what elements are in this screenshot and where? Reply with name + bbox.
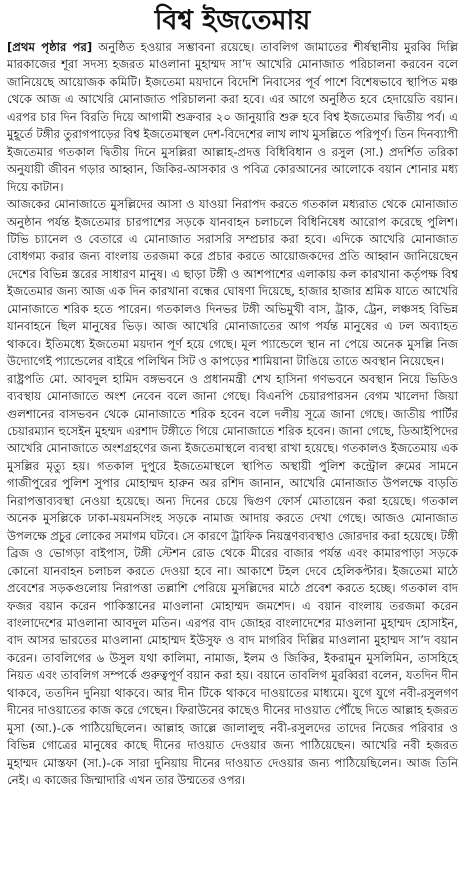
article-body	[7, 39, 458, 789]
continuation-label: [প্রথম পৃষ্ঠার পর]	[7, 40, 93, 54]
article-paragraph-1	[7, 39, 458, 196]
article-headline: বিশ্ব ইজতেমায়	[154, 5, 311, 36]
paragraph-text: অনুষ্ঠিত হওয়ার সম্ভাবনা রয়েছে। তাবলিগ জামাতের শীর্ষস্থানীয় মুরব্বি দিল্লি মারকাজের শূরা সদস্য হজরত মাওলানা মুহাম্মদ সা’দ আখেরি মোনাজাত পরিচালনা করবেন বলে জানিয়েছে আয়োজক কমিটি। ইজতেমা ময়দানে বিদেশি নিবাসের পূর্ব পাশে বিশেষভাবে স্থাপিত মঞ্চ থেকে আজ এ আখেরি মোনাজাত পরিচালনা করা হবে। এর আগে অনুষ্ঠিত হবে হেদায়েতি বয়ান। এরপর চার দিন বিরতি দিয়ে আগামী শুক্রবার ২০ জানুয়ারি শুরু হবে বিশ্ব ইজতেমার দ্বিতীয় পর্ব। এ মুহূর্তে টঙ্গীর তুরাগপাড়ের বিশ্ব ইজতেমাস্থল দেশ-বিদেশের লাখ লাখ মুসল্লিতে পরিপূর্ণ। তিন দিনব্যাপী ইজতেমার গতকাল দ্বিতীয় দিনে মুসল্লিরা আল্লাহ-প্রদত্ত বিধিবিধান ও রসুল (সা.) প্রদর্শিত তরিকা অনুযায়ী জীবন গড়ার আহ্বান, জিকির-আসকার ও পবিত্র কোরআনের আলোকে বয়ান শোনার মধ্য দিয়ে কাটান।	[7, 40, 458, 194]
article-paragraph-3: রাষ্ট্রপতি মো. আবদুল হামিদ বঙ্গভবনে ও প্রধানমন্ত্রী শেখ হাসিনা গণভবনে অবস্থান নিয়ে ভিডিও ব্যবস্থায় মোনাজাতে অংশ নেবেন বলে জানা গেছে। বিএনপি চেয়ারপারসন বেগম খালেদা জিয়া গুলশানের বাসভবন থেকে মোনাজাতে শরিক হবেন বলে দলীয় সূত্রে জানা গেছে। জাতীয় পার্টির চেয়ারম্যান হুসেইন মুহম্মদ এরশাদ টঙ্গীতে গিয়ে মোনাজাতে শরিক হবেন। জানা গেছে, ডিআইপিদের আখেরি মোনাজাতে অংশগ্রহণের জন্য ইজতেমাস্থলে ব্যবস্থা রাখা হয়েছে। গতকালও ইজতেমায় এক মুসল্লির মৃত্যু হয়। গতকাল দুপুরে ইজতেমাস্থলে স্থাপিত অস্থায়ী পুলিশ কন্ট্রোল রুমের সামনে গাজীপুরের পুলিশ সুপার মোহাম্মদ হারুন অর রশিদ জানান, আখেরি মোনাজাত উপলক্ষে বাড়তি নিরাপত্তাব্যবস্থা নেওয়া হয়েছে। অন্য দিনের চেয়ে দ্বিগুণ ফোর্স মোতায়েন করা হয়েছে। গতকাল অনেক মুসল্লিকে ঢাকা-ময়মনসিংহ সড়কে নামাজ আদায় করতে দেখা গেছে। আজও মোনাজাত উপলক্ষে প্রচুর লোকের সমাগম ঘটবে। সে কারণে ট্রাফিক নিয়ন্ত্রণব্যবস্থাও জোরদার করা হয়েছে। টঙ্গী ব্রিজ ও ভোগড়া বাইপাস, টঙ্গী স্টেশন রোড থেকে মীরের বাজার পর্যন্ত এবং কামারপাড়া সড়কে কোনো যানবাহন চলাচল করতে দেওয়া হবে না। আকাশে টহল দেবে হেলিকপ্টার। ইজতেমা মাঠে প্রবেশের সড়কগুলোয় নিরাপত্তা তল্লাশি পেরিয়ে মুসল্লিদের মাঠে প্রবেশ করতে হচ্ছে। গতকাল বাদ ফজর বয়ান করেন পাকিস্তানের মাওলানা মোহাম্মদ জমশেদ। এ বয়ান বাংলায় তরজমা করেন বাংলাদেশের মাওলানা আবদুল মতিন। এরপর বাদ জোহর বাংলাদেশের মাওলানা মুহাম্মদ হোসাইন, বাদ আসর ভারতের মাওলানা মোহাম্মদ ইউসুফ ও বাদ মাগরিব দিল্লির মাওলানা মুহাম্মদ সা’দ বয়ান করেন। তাবলিগের ৬ উসুল যথা কালিমা, নামাজ, ইলম ও জিকির, ইকরামুন মুসলিমিন, তাসহিহে নিয়ত এবং তাবলিগ সম্পর্কে গুরুত্বপূর্ণ বয়ান করা হয়। বয়ানে তাবলিগ মুরব্বিরা বলেন, যতদিন দীন থাকবে, ততদিন দুনিয়া থাকবে। আর দীন টিকে থাকবে দাওয়াতের মাধ্যমে। যুগে যুগে নবী-রসুলগণ দীনের দাওয়াতের কাজ করে গেছেন। ফিরাউনের কাছেও দীনের দাওয়াত পৌঁছে দিতে আল্লাহ হজরত মুসা (আ.)-কে পাঠিয়েছিলেন। আল্লাহ জাল্লে জালালুহু নবী-রসুলদের তাদের নিজের পরিবার ও বিভিন্ন গোত্রের মানুষের কাছে দীনের দাওয়াত দেওয়ার জন্য পাঠিয়েছেন। আখেরি নবী হজরত মুহাম্মদ মোস্তফা (সা.)-কে সারা দুনিয়ায় দীনের দাওয়াত দেওয়ার জন্য পাঠিয়েছিলেন। আজ তিনি নেই। এ কাজের জিম্মাদারি এখন তার উম্মতের ওপর।	[7, 371, 458, 788]
article-paragraph-2: আজকের মোনাজাতে মুসল্লিদের আসা ও যাওয়া নিরাপদ করতে গতকাল মধ্যরাত থেকে মোনাজাত অনুষ্ঠান পর্যন্ত ইজতেমার চারপাশের সড়কে যানবাহন চলাচলে বিধিনিষেধ আরোপ করেছে পুলিশ। টিভি চ্যানেল ও বেতারে এ মোনাজাত সরাসরি সম্প্রচার করা হবে। এদিকে আখেরি মোনাজাত বোধগম্য করার জন্য বাংলায় তরজমা করে প্রচার করতে আয়োজকদের প্রতি আহ্বান জানিয়েছেন দেশের বিভিন্ন স্তরের সাধারণ মানুষ। এ ছাড়া টঙ্গী ও আশপাশের এলাকায় কল কারখানা কর্তৃপক্ষ বিশ্ব ইজতেমার জন্য আজ এক দিন কারখানা বন্ধের ঘোষণা দিয়েছে, হাজার হাজার শ্রমিক যাতে আখেরি মোনাজাতে শরিক হতে পারেন। গতকালও দিনভর টঙ্গী অভিমুখী বাস, ট্রাক, ট্রেন, লঞ্চসহ বিভিন্ন যানবাহনে ছিল মানুষের ভিড়। আজ আখেরি মোনাজাতের আগ পর্যন্ত মানুষের এ ঢল অব্যাহত থাকবে। ইতিমধ্যে ইজতেমা ময়দান পূর্ণ হয়ে গেছে। মূল প্যান্ডেলে স্থান না পেয়ে অনেক মুসল্লি নিজ উদ্যোগেই প্যান্ডেলের বাইরে পলিথিন সিট ও কাপড়ের শামিয়ানা টাঙিয়ে তাতে অবস্থান নিয়েছেন।	[7, 197, 458, 369]
